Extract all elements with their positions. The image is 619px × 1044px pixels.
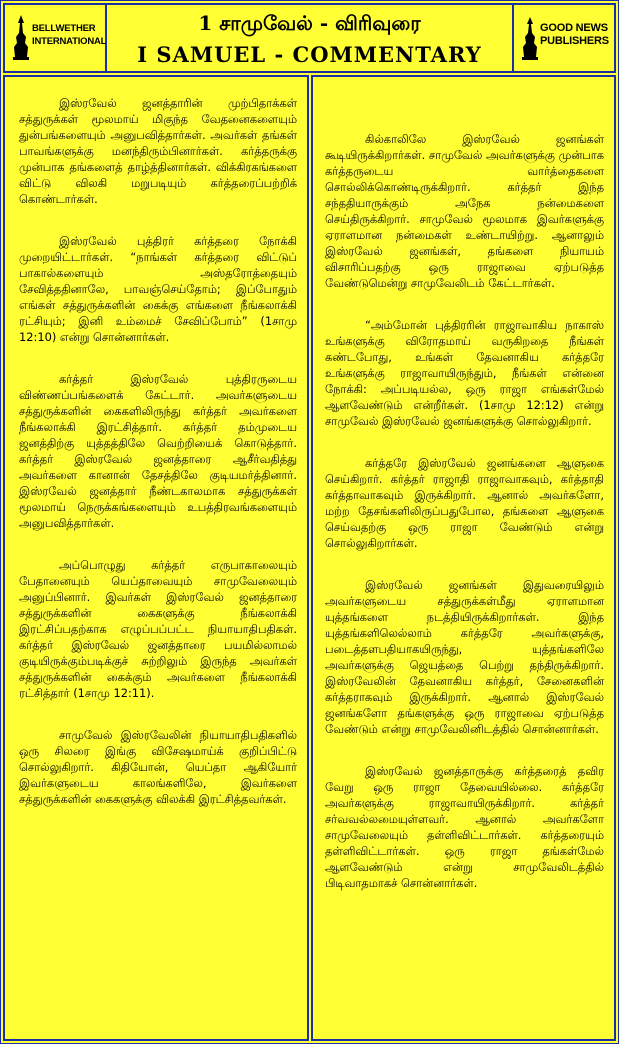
paragraph: இஸ்ரவேல் ஜனத்தாரின் முற்பிதாக்கள் சத்துருக்கள் மூலமாய் மிகுந்த வேதனைகளையும் துன்பங்களையும் அனுபவித்தார்கள். அவர்கள் தங்கள் பாவங்களுக்கு மனந்திரும்பினார்கள். கர்த்தருக்கு முன்பாக தங்களைத் தாழ்த்தினார்கள். விக்கிரகங்களை விட்டு விலகி மறுபடியும் கர்த்தரைப்பற்றிக் கொண்டார்கள். bbox=[19, 96, 297, 206]
paragraph: இஸ்ரவேல் புத்திரர் கர்த்தரை நோக்கி முறையிட்டார்கள். “நாங்கள் கர்த்தரை விட்டுப் பாகால்களையும் அஸ்தரோத்தையும் சேவித்ததினாலே, பாவஞ்செய்தோம்; இப்போதும் எங்கள் சத்துருக்களின் கைக்கு எங்களை நீங்கலாக்கி ரட்சியும்; இனி உம்மைச் சேவிப்போம்” (1சாமு 12:10) என்று சொன்னார்கள். bbox=[19, 234, 297, 344]
title-block bbox=[107, 5, 512, 71]
paragraph: கில்காலிலே இஸ்ரவேல் ஜனங்கள் கூடியிருக்கிறார்கள். சாமுவேல் அவர்களுக்கு முன்பாக கர்த்தருடைய வார்த்தைகளை சொல்லிக்கொண்டிருக்கிறார். கர்த்தர் இந்த சந்ததியாருக்கும் அநேக நன்மைகளை செய்திருக்கிறார். சாமுவேல் மூலமாக இவர்களுக்கு ஏராளமான நன்மைகள் உண்டாயிற்று. ஆனாலும் இஸ்ரவேல் ஜனங்கள், தங்களை நியாயம் விசாரிப்பதற்கு ஒரு ராஜாவை ஏற்படுத்த வேண்டுமென்று சாமுவேலிடம் கேட்டார்கள். bbox=[325, 132, 604, 290]
paragraph: கர்த்தரே இஸ்ரவேல் ஜனங்களை ஆளுகை செய்கிறார். கர்த்தர் ராஜாதி ராஜாவாகவும், கர்த்தாதி கர்த்தாவாகவும் இருக்கிறார். ஆனால் அவர்களோ, மற்ற தேசங்களிலிருப்பதுபோல, தங்களை ஆளுகை செய்வதற்கு ஒரு ராஜா வேண்டும் என்று சொல்லுகிறார்கள். bbox=[325, 456, 604, 550]
right-column bbox=[311, 75, 616, 1041]
paragraph: கர்த்தர் இஸ்ரவேல் புத்திரருடைய விண்ணப்பங்களைக் கேட்டார். அவர்களுடைய சத்துருக்களின் கைகளிலிருந்து கர்த்தர் அவர்களை நீங்கலாக்கி இரட்சித்தார். கர்த்தர் தம்முடைய ஜனத்திற்கு யுத்தத்திலே வெற்றியைக் கொடுத்தார். கர்த்தர் இஸ்ரவேல் ஜனத்தாரை ஆசீர்வதித்து அவர்களை கானான் தேசத்திலே குடியமர்த்தினார். இஸ்ரவேல் ஜனத்தார் நீண்டகாலமாக சத்துருக்கள் மூலமாய் நெருக்கங்களையும் உபத்திரவங்களையும் அனுபவித்தார்கள். bbox=[19, 372, 297, 530]
paragraph: “அம்மோன் புத்திரரின் ராஜாவாகிய நாகாஸ் உங்களுக்கு விரோதமாய் வருகிறதை நீங்கள் கண்டபோது, உங்கள் தேவனாகிய கர்த்தரே உங்களுக்கு ராஜாவாயிருந்தும், நீங்கள் என்னை நோக்கி: அப்படியல்ல, ஒரு ராஜா எங்கள்மேல் ஆளவேண்டும் என்றீர்கள். (1சாமு 12:12) என்று சாமுவேல் இஸ்ரவேல் ஜனங்களுக்கு சொல்லுகிறார். bbox=[325, 318, 604, 428]
right-logo-line1: GOOD NEWS bbox=[540, 22, 608, 34]
left-column bbox=[3, 75, 309, 1041]
right-logo-line2: PUBLISHERS bbox=[540, 35, 609, 47]
bellwether-logo-icon bbox=[11, 13, 31, 61]
paragraph: அப்பொழுது கர்த்தர் எருபாகாலையும் பேதானையும் யெப்தாவையும் சாமுவேலையும் அனுப்பினார். இவர்கள் இஸ்ரவேல் ஜனத்தாரை சத்துருக்களின் கைகளுக்கு நீங்கலாக்கி இரட்சிப்பதற்காக எழுப்பப்பட்ட நியாயாதிபதிகள். கர்த்தர் இஸ்ரவேல் ஜனத்தாரை பயமில்லாமல் குடியிருக்கும்படிக்குச் சுற்றிலும் இருந்த அவர்கள் சத்துருக்களின் கைக்கும் அவர்களை நீங்கலாக்கி ரட்சித்தார் (1சாமு 12:11). bbox=[19, 558, 297, 700]
good-news-logo-text bbox=[540, 22, 609, 48]
left-logo-line2: INTERNATIONAL bbox=[32, 36, 107, 47]
paragraph: சாமுவேல் இஸ்ரவேலின் நியாயாதிபதிகளில் ஒரு சிலரை இங்கு விசேஷமாய்க் குறிப்பிட்டு சொல்லுகிறார். கிதியோன், யெப்தா ஆகியோர் இவர்களுடைய காலங்களிலே, இவர்களை சத்துருக்களின் கைகளுக்கு விலக்கி இரட்சித்தவர்கள். bbox=[19, 728, 297, 806]
good-news-logo-box bbox=[512, 5, 614, 71]
bellwether-logo-text bbox=[32, 22, 106, 48]
good-news-logo-icon bbox=[521, 15, 539, 61]
header bbox=[3, 3, 616, 73]
bellwether-logo-box bbox=[5, 5, 107, 71]
paragraph: இஸ்ரவேல் ஜனங்கள் இதுவரையிலும் அவர்களுடைய சத்துருக்கள்மீது ஏராளமான யுத்தங்களை நடத்தியிருக்கிறார்கள். இந்த யுத்தங்களிலெல்லாம் கர்த்தரே அவர்களுக்கு, படைத்தளபதியாகயிருந்து, யுத்தங்களிலே அவர்களுக்கு ஜெயத்தை பெற்று தந்திருக்கிறார். இஸ்ரவேலின் தேவனாகிய கர்த்தர், சேனைகளின் கர்த்தராகவும் இருக்கிறார். ஆனால் இஸ்ரவேல் ஜனங்களோ தங்களுக்கு ஒரு ராஜாவை ஏற்படுத்த வேண்டும் என்று சாமுவேலினிடத்தில் சொன்னார்கள். bbox=[325, 578, 604, 736]
page-title-tamil: 1 சாமுவேல் - விரிவுரை bbox=[198, 11, 421, 35]
paragraph: இஸ்ரவேல் ஜனத்தாருக்கு கர்த்தரைத் தவிர வேறு ஒரு ராஜா தேவையில்லை. கர்த்தரே அவர்களுக்கு ராஜாவாயிருக்கிறார். கர்த்தர் சர்வவல்லமையுள்ளவர். ஆனால் அவர்களோ சாமுவேலையும் தள்ளிவிட்டார்கள். கர்த்தரையும் தள்ளிவிட்டார்கள். ஒரு ராஜா தங்கள்மேல் ஆளவேண்டும் என்று சாமுவேலிடத்தில் பிடிவாதமாகச் சொன்னார்கள். bbox=[325, 764, 604, 890]
left-logo-line1: BELLWETHER bbox=[32, 23, 96, 34]
page-title-english: I SAMUEL - COMMENTARY bbox=[137, 42, 482, 67]
